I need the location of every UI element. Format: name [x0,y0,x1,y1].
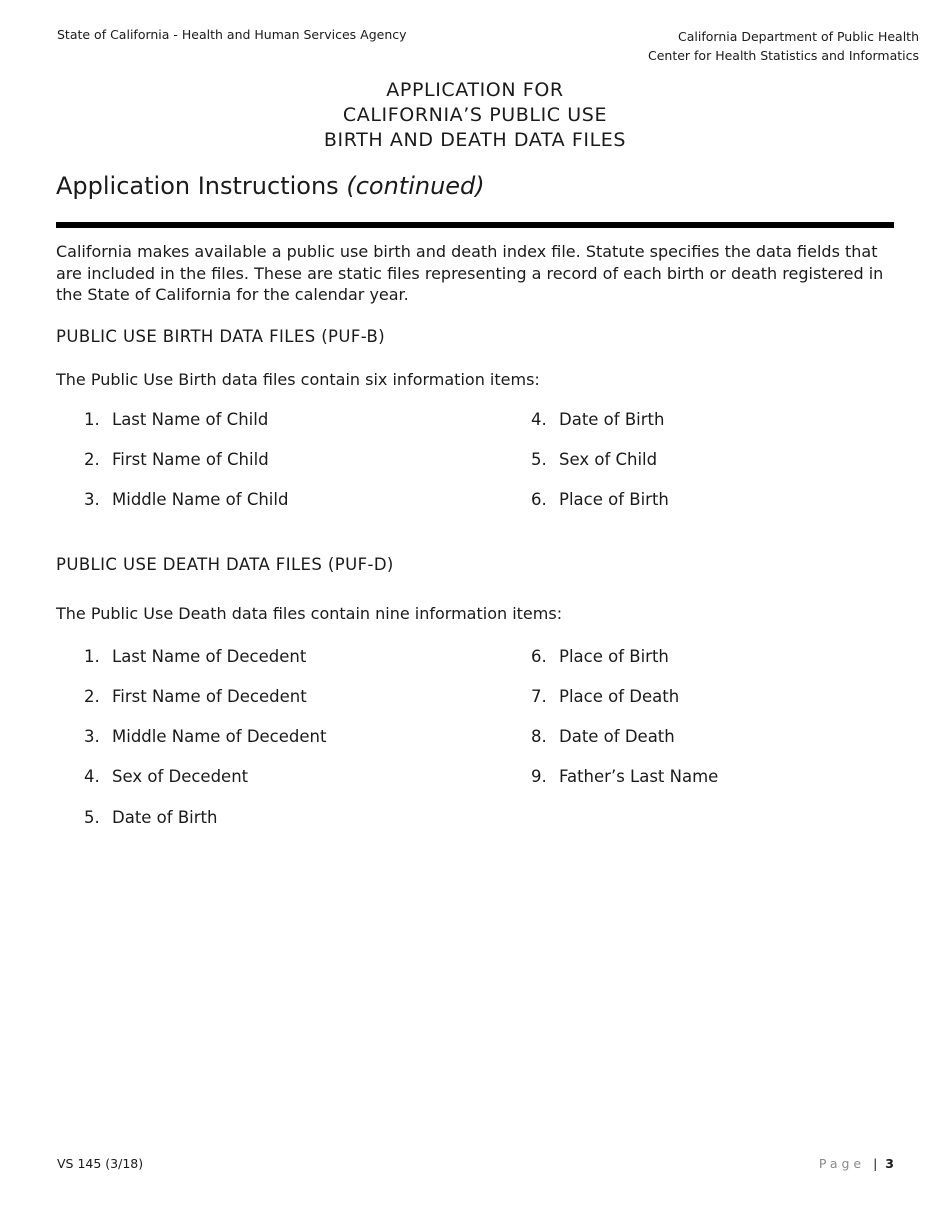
list-item-number: 5. [84,808,100,827]
list-item-number: 6. [531,647,547,666]
list-item-number: 3. [84,490,100,509]
title-line-2: CALIFORNIA’S PUBLIC USE [342,104,608,126]
list-item [84,647,306,666]
list-item-label: Middle Name of Decedent [112,727,327,746]
list-item [531,727,675,746]
death-files-lead: The Public Use Death data files contain nine information items: [56,604,563,623]
document-title [0,78,950,153]
birth-files-heading: PUBLIC USE BIRTH DATA FILES (PUF-B) [56,327,386,346]
page-separator: | [873,1156,878,1171]
list-item-label: Sex of Decedent [112,767,249,786]
list-item [84,727,326,746]
list-item [531,490,669,509]
birth-files-lead: The Public Use Birth data files contain six information items: [56,370,540,389]
section-title [56,172,485,200]
list-item-number: 3. [84,727,100,746]
list-item-label: Date of Birth [559,410,665,429]
list-item-number: 9. [531,767,547,786]
list-item [531,687,679,706]
list-item [531,450,657,469]
list-item [531,647,669,666]
list-item-label: Last Name of Child [112,410,269,429]
list-item-number: 2. [84,687,100,706]
list-item-label: Father’s Last Name [559,767,719,786]
list-item-label: Place of Birth [559,647,669,666]
form-id: VS 145 (3/18) [57,1156,144,1171]
department-name: California Department of Public Health [678,29,919,44]
list-item-label: Place of Birth [559,490,669,509]
list-item [531,767,718,786]
list-item-number: 4. [531,410,547,429]
list-item-number: 2. [84,450,100,469]
section-title-text: Application Instructions [56,172,339,200]
title-line-3: BIRTH AND DEATH DATA FILES [323,129,627,151]
agency-name: State of California - Health and Human Services Agency [57,27,407,42]
list-item-label: Place of Death [559,687,680,706]
center-name: Center for Health Statistics and Informatics [647,48,919,63]
intro-paragraph: California makes available a public use birth and death index file. Statute specifies the data fields that are included in the files. These are static files representing a record of each birth or death registered in the State of California for the calendar year. [56,242,884,304]
list-item-number: 6. [531,490,547,509]
list-item [84,687,307,706]
list-item-number: 8. [531,727,547,746]
page-label: Page [818,1156,866,1171]
death-files-heading: PUBLIC USE DEATH DATA FILES (PUF-D) [56,555,394,574]
title-line-1: APPLICATION FOR [386,79,564,101]
list-item [84,450,269,469]
list-item-label: Sex of Child [559,450,658,469]
list-item-label: Middle Name of Child [112,490,289,509]
list-item [84,410,268,429]
list-item [531,410,664,429]
section-title-suffix: (continued) [346,172,485,200]
page-number: 3 [885,1156,894,1171]
list-item-number: 1. [84,647,100,666]
list-item [84,767,248,786]
list-item-number: 7. [531,687,547,706]
list-item-label: First Name of Child [112,450,269,469]
list-item-label: First Name of Decedent [112,687,307,706]
list-item [84,808,217,827]
list-item-label: Date of Death [559,727,675,746]
list-item-number: 4. [84,767,100,786]
list-item [84,490,288,509]
list-item-label: Last Name of Decedent [112,647,307,666]
list-item-label: Date of Birth [112,808,218,827]
list-item-number: 1. [84,410,100,429]
department-block [648,27,919,65]
list-item-number: 5. [531,450,547,469]
section-divider [56,222,894,228]
page-indicator [819,1156,894,1171]
